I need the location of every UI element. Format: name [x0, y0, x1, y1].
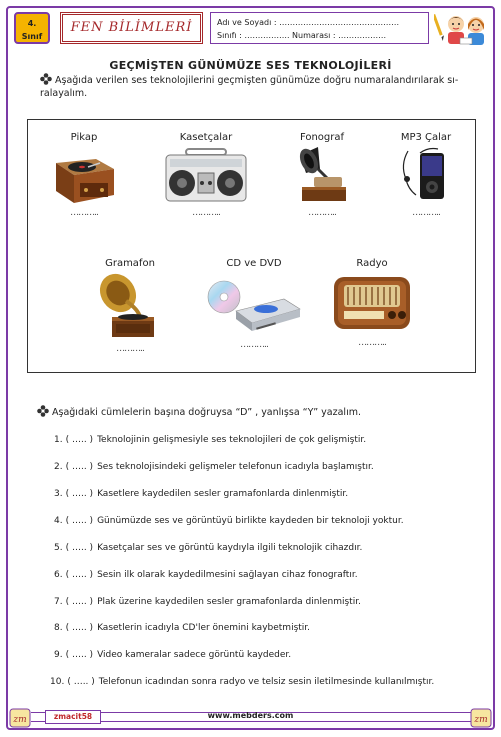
boombox-icon — [164, 145, 248, 205]
instruction-true-false-text: Aşağıdaki cümlelerin başına doğruysa “D” , yanlışsa “Y” yazalım. — [52, 407, 361, 418]
question-item — [54, 597, 361, 607]
question-item — [54, 462, 374, 472]
instruction-true-false — [37, 405, 361, 420]
instruction-ordering-line1: Aşağıda verilen ses teknolojilerini geçmişten günümüze doğru numaralandırılarak sı- — [55, 75, 459, 86]
answer-blank[interactable]: ( ….. ) — [65, 543, 94, 553]
item-dots: ……….. — [240, 340, 268, 350]
question-number: 4. — [54, 516, 63, 526]
answer-blank[interactable]: ( ….. ) — [65, 435, 94, 445]
question-number: 6. — [54, 570, 63, 580]
question-number: 2. — [54, 462, 63, 472]
instruction-ordering — [40, 73, 458, 88]
answer-blank[interactable]: ( ….. ) — [65, 570, 94, 580]
grade-badge — [14, 12, 50, 44]
item-gramafon — [92, 258, 168, 354]
students-illustration-icon — [434, 10, 492, 46]
item-mp3-calar — [388, 132, 464, 218]
images-box — [27, 119, 476, 373]
question-text: Plak üzerine kaydedilen sesler gramafonlarda dinlenmiştir. — [97, 597, 361, 607]
answer-blank[interactable]: ( ….. ) — [65, 516, 94, 526]
item-label: Pikap — [70, 132, 98, 143]
record-player-icon — [52, 145, 116, 205]
question-number: 10. — [50, 677, 65, 687]
item-dots: ……….. — [412, 208, 440, 218]
question-text: Video kameralar sadece görüntü kaydeder. — [97, 650, 292, 660]
item-radyo — [326, 258, 418, 348]
footer-site-link[interactable]: www.mebders.com — [207, 711, 294, 720]
question-item — [54, 650, 291, 660]
item-label: MP3 Çalar — [400, 132, 452, 143]
item-fonograf — [286, 132, 358, 218]
grade-number: 4. — [27, 19, 37, 28]
item-dots: ……….. — [358, 338, 386, 348]
item-dots: ……….. — [116, 344, 144, 354]
question-item — [54, 570, 358, 580]
footer-author: zmacit58 — [45, 710, 101, 724]
question-text: Kasetlere kaydedilen sesler gramafonlarda dinlenmiştir. — [97, 489, 349, 499]
grade-label: Sınıf — [21, 32, 43, 41]
class-number-field[interactable]: Sınıfı : …………….. Numarası : ……………… — [217, 31, 387, 40]
student-info-box — [210, 12, 429, 44]
item-label: Radyo — [356, 258, 388, 269]
question-text: Ses teknolojisindeki gelişmeler telefonun icadıyla başlamıştır. — [97, 462, 374, 472]
flower-bullet-icon — [40, 73, 52, 85]
item-dots: ……….. — [192, 208, 220, 218]
answer-blank[interactable]: ( ….. ) — [65, 489, 94, 499]
flower-bullet-icon — [37, 405, 49, 417]
answer-blank[interactable]: ( ….. ) — [65, 597, 94, 607]
question-item — [50, 677, 434, 687]
question-number: 7. — [54, 597, 63, 607]
question-item — [54, 543, 362, 553]
logo-text: zm — [474, 715, 488, 725]
answer-blank[interactable]: ( ….. ) — [65, 650, 94, 660]
item-label: Gramafon — [105, 258, 155, 269]
page-title: GEÇMİŞTEN GÜNÜMÜZE SES TEKNOLOJİLERİ — [109, 59, 392, 72]
logo-text: zm — [13, 715, 27, 725]
question-text: Kasetlerin icadıyla CD'ler önemini kaybetmiştir. — [97, 623, 311, 633]
question-number: 3. — [54, 489, 63, 499]
answer-blank[interactable]: ( ….. ) — [65, 462, 94, 472]
answer-blank[interactable]: ( ….. ) — [67, 677, 95, 687]
question-item — [54, 435, 366, 445]
item-pikap — [48, 132, 120, 218]
phonograph-icon — [294, 145, 350, 205]
item-kasetcalar — [160, 132, 252, 218]
item-label: Fonograf — [299, 132, 345, 143]
question-number: 5. — [54, 543, 63, 553]
item-dots: ……….. — [308, 208, 336, 218]
item-label: CD ve DVD — [226, 258, 282, 269]
question-number: 1. — [54, 435, 63, 445]
question-number: 8. — [54, 623, 63, 633]
item-dots: ……….. — [70, 208, 98, 218]
mp3-player-icon — [398, 145, 454, 205]
instruction-ordering-line2: ralayalım. — [40, 88, 88, 99]
question-text: Telefonun icadından sonra radyo ve telsiz sesin iletilmesinde kullanılmıştır. — [98, 677, 435, 687]
cd-dvd-icon — [206, 271, 302, 337]
gramophone-icon — [98, 271, 162, 341]
subject-title: FEN BİLİMLERİ — [60, 12, 203, 44]
answer-blank[interactable]: ( ….. ) — [65, 623, 94, 633]
item-cd-dvd — [204, 258, 304, 350]
question-number: 9. — [54, 650, 63, 660]
question-item — [54, 516, 404, 526]
question-text: Sesin ilk olarak kaydedilmesini sağlayan cihaz fonograftır. — [97, 570, 358, 580]
question-item — [54, 623, 310, 633]
question-text: Kasetçalar ses ve görüntü kaydıyla ilgili teknolojik cihazdır. — [97, 543, 363, 553]
radio-icon — [330, 271, 414, 335]
item-label: Kasetçalar — [179, 132, 233, 143]
question-item — [54, 489, 348, 499]
name-field[interactable]: Adı ve Soyadı : ……………………………………… — [217, 18, 400, 27]
question-text: Günümüzde ses ve görüntüyü birlikte kaydeden bir teknoloji yoktur. — [97, 516, 404, 526]
question-text: Teknolojinin gelişmesiyle ses teknolojileri de çok gelişmiştir. — [97, 435, 367, 445]
